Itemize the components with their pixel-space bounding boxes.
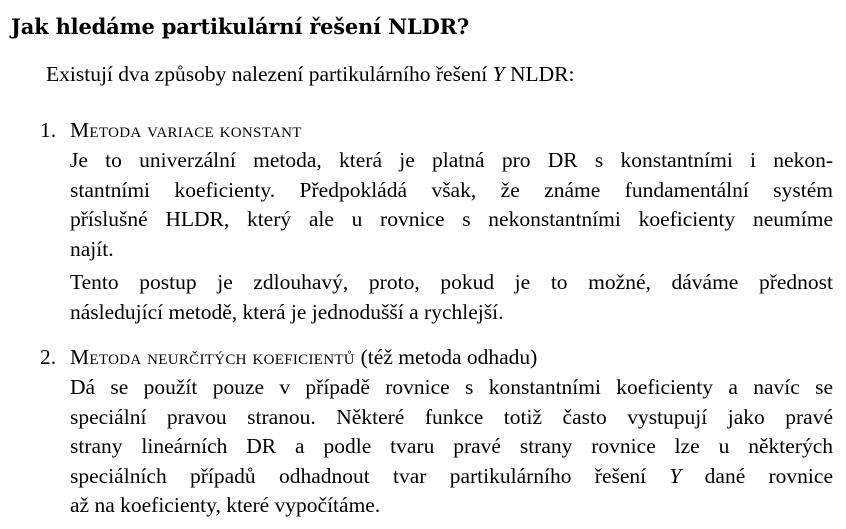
text-line: Tento postup je zdlouhavý, proto, pokud je to možné, dáváme přednost: [70, 270, 833, 294]
paragraph: [70, 146, 833, 264]
paragraph: [70, 268, 833, 327]
text-line: Dá se použít pouze v případě rovnice s konstantními koeficienty a navíc se: [70, 375, 833, 399]
intro-suffix: NLDR:: [509, 62, 575, 86]
intro-paragraph: [46, 62, 574, 87]
text-line: [70, 462, 833, 492]
text-fragment: speciálních případů odhadnout tvar partikulárního řešení: [70, 463, 647, 488]
text-line: strany lineárních DR a podle tvaru pravé strany rovnice lze u některých: [70, 434, 833, 458]
math-symbol: Y: [669, 463, 682, 488]
list-item-title: [70, 345, 537, 370]
list-item-number: 1.: [40, 118, 57, 142]
text-line: speciální pravou stranou. Některé funkce totiž často vystupují jako pravé: [70, 404, 833, 429]
paragraph: [70, 373, 833, 521]
intro-text: Existují dva způsoby nalezení partikulárního řešení: [46, 62, 488, 86]
text-line: následující metodě, která je jednodušší a rychlejší.: [70, 299, 504, 324]
list-item-title-text: Metoda neurčitých koeficientů: [70, 345, 355, 369]
text-line: příslušné HLDR, který ale u rovnice s nekonstantními koeficienty neumíme: [70, 207, 833, 231]
text-line: až na koeficienty, které vypočítáme.: [70, 493, 381, 517]
text-line: najít.: [70, 236, 114, 261]
list-item-title-aside: (též metoda odhadu): [360, 345, 538, 369]
text-line: stantními koeficienty. Předpokládá však, že známe fundamentální systém: [70, 177, 833, 202]
text-fragment: dané rovnice: [704, 463, 833, 488]
section-heading: Jak hledáme partikulární řešení NLDR?: [11, 14, 469, 39]
list-item-title: Metoda variace konstant: [70, 118, 302, 142]
intro-symbol: Y: [492, 62, 505, 86]
text-line: Je to univerzální metoda, která je platná pro DR s konstantními i nekon-: [70, 148, 833, 172]
list-item-number: 2.: [40, 345, 57, 369]
